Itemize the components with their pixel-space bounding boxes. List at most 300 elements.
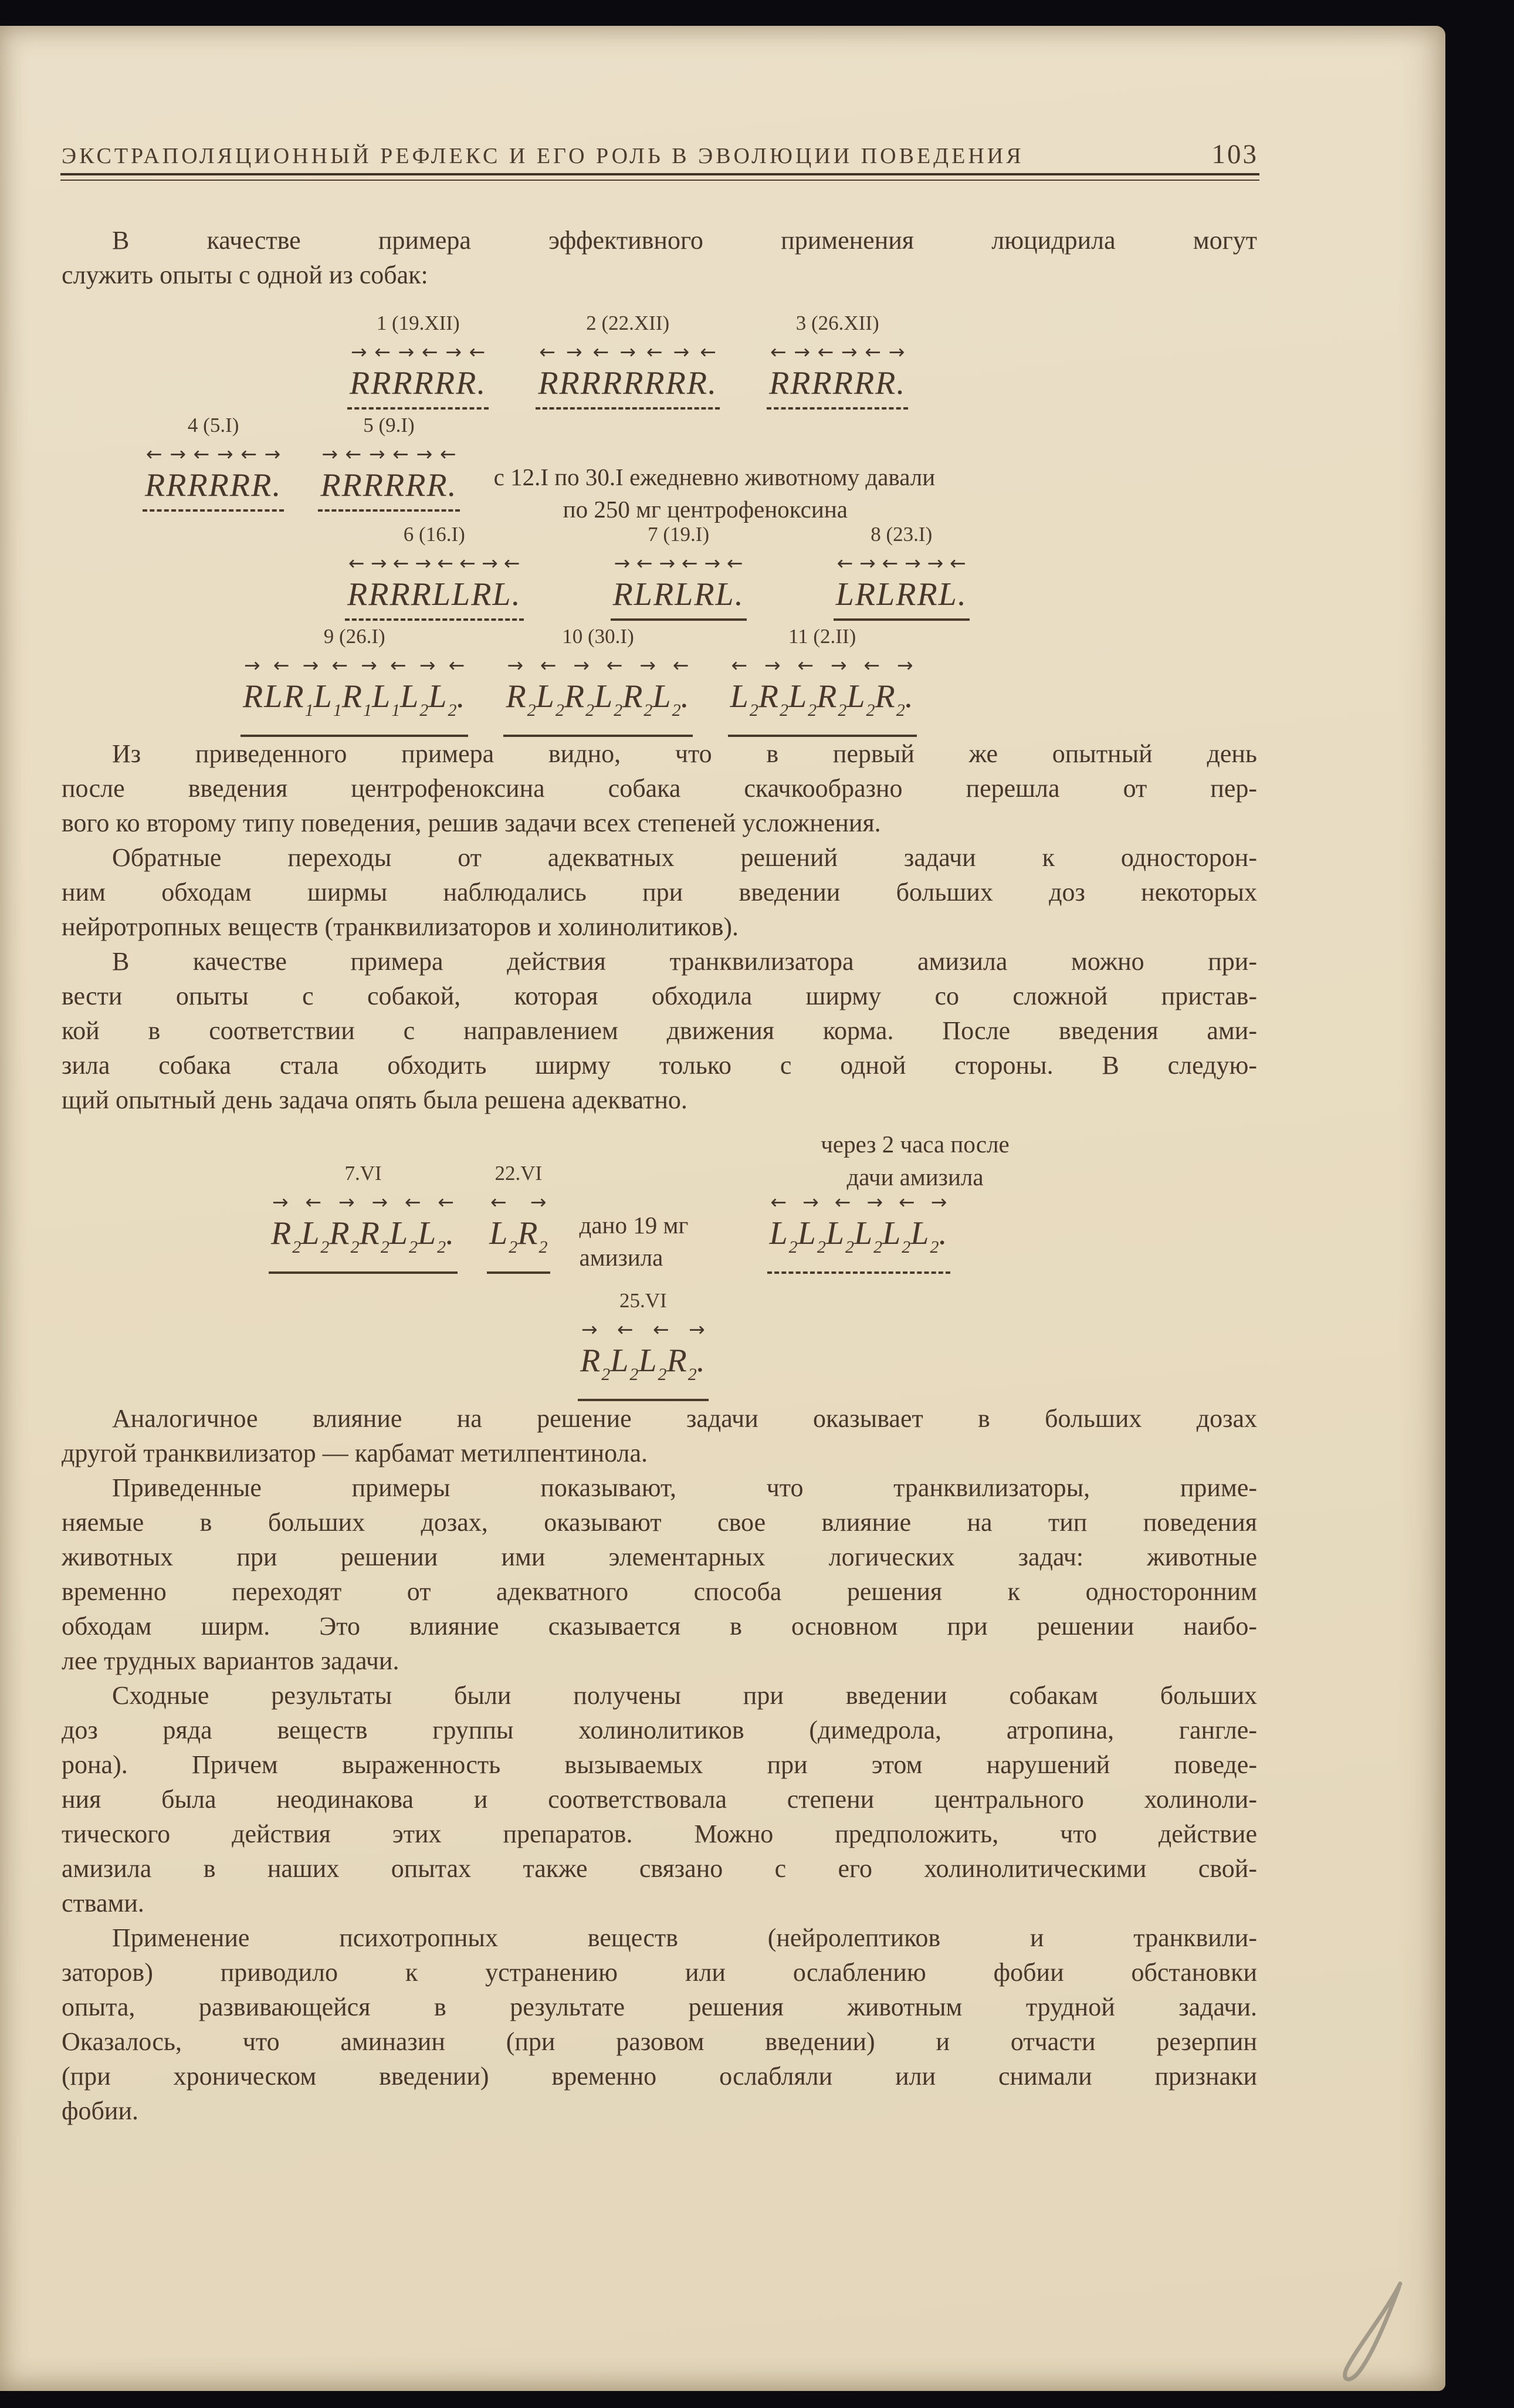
direction-arrow-icon: → (416, 442, 433, 465)
direction-arrow-icon: → (659, 552, 676, 574)
sequence-letter: $L_2$ (489, 1215, 518, 1257)
trial-row-3 (345, 521, 970, 621)
direction-arrow-icon: → (507, 654, 524, 677)
paragraph (62, 223, 1257, 292)
sequence-letter: R (694, 576, 716, 613)
trial-sequence (347, 310, 489, 410)
trial-sequence (834, 521, 970, 621)
trial-sequence (241, 623, 468, 737)
direction-arrow-icon: → (573, 654, 590, 677)
direction-arrow-icon: ← (348, 552, 365, 574)
direction-arrows-row (269, 1191, 458, 1214)
direction-arrow-icon: → (639, 654, 656, 677)
note-line: дано 19 мг (579, 1212, 689, 1239)
sequence-subscript: 2 (788, 1237, 798, 1257)
sequence-letter: R (875, 365, 897, 401)
sequence-letter: $L_2$ (428, 678, 457, 720)
sequence-letter: $L_2$ (389, 1215, 418, 1257)
paragraph (62, 840, 1257, 944)
note-line: по 250 мг центрофеноксина (563, 496, 848, 523)
direction-arrow-icon: → (264, 442, 281, 465)
sequence-period: . (680, 678, 690, 715)
paragraph (62, 1470, 1257, 1678)
page-number: 103 (1211, 139, 1258, 170)
text-line: кой в соответствии с направлением движения корма. После введения ами- (62, 1016, 1257, 1045)
sequence-period: . (708, 365, 718, 401)
sequence-letter: $L_2$ (846, 678, 875, 720)
text-line: вести опыты с собакой, которая обходила ширму со сложной пристав- (62, 982, 1257, 1010)
sequence-subscript: 2 (838, 701, 847, 720)
sequence-period: . (456, 678, 466, 715)
sequence-letters (241, 677, 468, 737)
sequence-subscript: 2 (817, 1237, 826, 1257)
trial-date-label (767, 1160, 951, 1191)
dose-note (580, 1209, 738, 1274)
direction-arrows-row (536, 340, 720, 364)
trial-sequence (536, 310, 720, 410)
sequence-subscript: 2 (658, 1365, 667, 1384)
text-line: рона). Причем выраженность вызываемых при этом нарушений поведе- (62, 1750, 1257, 1779)
amizil-trials-row (269, 1160, 950, 1274)
sequence-letters (536, 364, 720, 410)
direction-arrow-icon: ← (331, 654, 348, 677)
trial-sequence (487, 1160, 550, 1274)
direction-arrow-icon: ← (672, 654, 689, 677)
direction-arrow-icon: → (368, 442, 385, 465)
direction-arrow-icon: ← (448, 654, 465, 677)
sequence-letter: R (392, 365, 414, 401)
sequence-letter: R (405, 467, 427, 503)
direction-arrow-icon: ← (653, 1318, 669, 1341)
intro-paragraph (62, 223, 1257, 292)
direction-arrows-row (503, 654, 692, 677)
sequence-letter: $L_2$ (417, 1215, 446, 1257)
sequence-letter: L (938, 576, 958, 613)
sequence-subscript: 2 (902, 1237, 911, 1257)
text-line: Оказалось, что аминазин (при разовом введении) и отчасти резерпин (62, 2027, 1257, 2056)
direction-arrow-icon: ← (646, 340, 663, 363)
sequence-letter: R (229, 467, 252, 503)
direction-arrow-icon: → (905, 552, 921, 574)
direction-arrow-icon: → (415, 552, 432, 574)
sequence-letter: R (145, 467, 167, 503)
direction-arrow-icon: ← (770, 340, 787, 363)
direction-arrow-icon: ← (459, 552, 476, 574)
trial-date-label: 2 (22.XII) (586, 312, 670, 334)
direction-arrows-row (767, 1191, 951, 1214)
direction-arrow-icon: ← (682, 552, 698, 574)
text-line: В качестве примера действия транквилизатора амизила можно при- (112, 947, 1257, 976)
direction-arrow-icon: ← (404, 1191, 421, 1213)
trial-sequence (767, 1160, 951, 1274)
sequence-period: . (734, 576, 744, 613)
text-line: после введения центрофеноксина собака скачкообразно перешла от пер- (62, 774, 1257, 803)
sequence-letters (269, 1214, 458, 1274)
sequence-subscript: 2 (555, 701, 564, 720)
note-line: амизила (579, 1244, 663, 1271)
sequence-letter: $L_2$ (769, 1215, 798, 1257)
trial-sequence (345, 521, 524, 621)
sequence-letter: L (715, 576, 735, 613)
direction-arrow-icon: → (859, 552, 876, 574)
direction-arrow-icon: ← (617, 1318, 634, 1341)
direction-arrow-icon: ← (392, 552, 409, 574)
sequence-letters (834, 575, 970, 621)
sequence-subscript: 1 (391, 701, 401, 720)
direction-arrow-icon: → (482, 552, 498, 574)
sequence-letter: $L_2$ (910, 1215, 939, 1257)
sequence-letter: R (580, 365, 602, 401)
direction-arrow-icon: ← (374, 340, 391, 363)
sequence-letter: $L_1$ (371, 678, 401, 720)
paragraph (62, 1678, 1257, 1920)
direction-arrow-icon: ← (437, 552, 454, 574)
text-line: ствами. (62, 1889, 144, 1917)
sequence-letter: R (471, 576, 493, 613)
direction-arrow-icon: → (398, 340, 415, 363)
text-line: Сходные результаты были получены при введении собакам больших (112, 1681, 1257, 1710)
sequence-letter: R (538, 365, 560, 401)
sequence-letter: $L_2$ (536, 678, 564, 720)
text-line: временно переходят от адекватного способа решения к односторонним (62, 1577, 1257, 1606)
sequence-subscript: 2 (601, 1365, 611, 1384)
text-line: Аналогичное влияние на решение задачи оказывает в больших дозах (112, 1404, 1257, 1433)
book-page (0, 26, 1445, 2391)
trial-sequence (269, 1160, 458, 1274)
direction-arrows-row (241, 654, 468, 677)
sequence-subscript: 1 (304, 701, 314, 720)
sequence-letter: R (371, 365, 392, 401)
direction-arrow-icon: ← (390, 654, 407, 677)
sequence-letter: $L_2$ (882, 1215, 911, 1257)
text-line: амизила в наших опытах также связано с его холинолитическими свой- (62, 1854, 1257, 1883)
direction-arrow-icon: ← (865, 340, 882, 363)
sequence-letter: $R_2$ (666, 1342, 697, 1384)
text-line: В качестве примера эффективного применения люцидрила могут (112, 226, 1257, 255)
sequence-letter: $R_2$ (622, 678, 653, 720)
direction-arrow-icon: ← (636, 552, 653, 574)
text-line: фобии. (62, 2096, 138, 2125)
sequence-letter: $R_2$ (758, 678, 788, 720)
sequence-subscript: 2 (930, 1237, 939, 1257)
sequence-subscript: 2 (614, 701, 623, 720)
sequence-subscript: 2 (448, 701, 457, 720)
direction-arrow-icon: → (888, 340, 905, 363)
direction-arrow-icon: → (927, 552, 944, 574)
direction-arrow-icon: → (272, 1191, 289, 1213)
sequence-letters (728, 677, 917, 737)
paragraph (62, 944, 1257, 1117)
sequence-letters (767, 1214, 951, 1274)
sequence-letter: R (208, 467, 230, 503)
sequence-subscript: 2 (808, 701, 817, 720)
sequence-letters (503, 677, 692, 737)
direction-arrow-icon: ← (882, 552, 899, 574)
sequence-subscript: 2 (687, 1365, 697, 1384)
text-line: тического действия этих препаратов. Можно предположить, что действие (62, 1819, 1257, 1848)
sequence-letter: $L_2$ (853, 1215, 883, 1257)
paragraph (62, 736, 1257, 840)
direction-arrow-icon: → (831, 654, 847, 677)
trial-sequence (767, 310, 908, 410)
sequence-letter: $R_2$ (271, 1215, 302, 1257)
sequence-period: . (939, 1215, 949, 1252)
direction-arrow-icon: ← (193, 442, 210, 465)
trial-date-label: 6 (16.I) (403, 523, 465, 546)
sequence-letter: $R_1$ (283, 678, 314, 720)
trial-date-label: 5 (9.I) (363, 414, 415, 437)
sequence-subscript: 1 (333, 701, 342, 720)
direction-arrow-icon: → (302, 654, 319, 677)
sequence-letters (345, 575, 524, 621)
direction-arrow-icon: → (614, 552, 631, 574)
sequence-subscript: 2 (408, 1237, 418, 1257)
direction-arrow-icon: → (244, 654, 260, 677)
sequence-letter: R (811, 365, 833, 401)
sequence-letters (767, 364, 908, 410)
sequence-letter: R (790, 365, 812, 401)
trial-date-label: 9 (26.I) (323, 625, 385, 648)
sequence-letter: R (896, 576, 917, 613)
direction-arrow-icon: → (338, 1191, 355, 1213)
trial-date-label: 8 (23.I) (871, 523, 933, 546)
sequence-letter: L (835, 576, 855, 613)
text-line: другой транквилизатор — карбамат метилпентинола. (62, 1439, 648, 1467)
sequence-letters (318, 466, 459, 512)
direction-arrow-icon: → (445, 340, 462, 363)
direction-arrows-row (487, 1191, 550, 1214)
sequence-letter: L (675, 576, 695, 613)
direction-arrow-icon: ← (469, 340, 486, 363)
direction-arrow-icon: → (764, 654, 781, 677)
sequence-letter: L (876, 576, 896, 613)
sequence-letter: L (432, 576, 452, 613)
body-text-block-1 (62, 736, 1257, 1117)
trial-sequence (578, 1287, 709, 1401)
sequence-letter: $L_2$ (825, 1215, 854, 1257)
direction-arrow-icon: → (841, 340, 858, 363)
sequence-subscript: 2 (380, 1237, 389, 1257)
trial-date-label: 7.VI (344, 1162, 382, 1185)
sequence-letter: R (166, 467, 188, 503)
sequence-letter: $L_2$ (638, 1342, 667, 1384)
sequence-letter: R (601, 365, 624, 401)
trial-row-2 (143, 412, 935, 526)
text-line: ния была неодинакова и соответствовала степени центрального холиноли- (62, 1785, 1257, 1814)
pencil-mark (1323, 2279, 1417, 2387)
sequence-letter: $L_2$ (652, 678, 681, 720)
sequence-subscript: 1 (363, 701, 372, 720)
sequence-letter: $R_2$ (359, 1215, 389, 1257)
trial-sequence (503, 623, 692, 737)
trial-date-label: 25.VI (619, 1289, 667, 1312)
text-line: (при хроническом введении) временно ослабляли или снимали признаки (62, 2062, 1257, 2091)
sequence-letter: $R_2$ (329, 1215, 360, 1257)
trial-date-label: 11 (2.II) (788, 625, 856, 648)
sequence-letters (487, 1214, 550, 1274)
body-text-block-2 (62, 1401, 1257, 2128)
direction-arrow-icon: → (802, 1191, 819, 1213)
sequence-letter: $R_2$ (517, 1215, 548, 1257)
sequence-subscript: 2 (629, 1365, 639, 1384)
direction-arrow-icon: ← (421, 340, 438, 363)
direction-arrow-icon: ← (241, 442, 257, 465)
sequence-subscript: 2 (292, 1237, 302, 1257)
text-line: доз ряда веществ группы холинолитиков (димедрола, атропина, гангле- (62, 1716, 1257, 1744)
sequence-letter: $R_2$ (817, 678, 847, 720)
note-line: через 2 часа после (821, 1131, 1010, 1158)
direction-arrow-icon: → (170, 442, 186, 465)
trial-sequence (318, 412, 459, 512)
trial-row-4 (241, 623, 917, 737)
direction-arrow-icon: ← (438, 1191, 455, 1213)
sequence-letter: R (855, 576, 877, 613)
sequence-subscript: 2 (509, 1237, 518, 1257)
trial-date-label: 22.VI (494, 1162, 543, 1185)
text-line: ним обходам ширмы наблюдались при введении больших доз некоторых (62, 878, 1257, 907)
sequence-letter: R (612, 576, 634, 613)
sequence-letter: R (426, 467, 448, 503)
sequence-period: . (272, 467, 282, 503)
sequence-period: . (896, 365, 906, 401)
sequence-letter: $L_1$ (313, 678, 342, 720)
direction-arrows-row (834, 552, 970, 575)
sequence-letter: R (559, 365, 581, 401)
sequence-letter: L (634, 576, 653, 613)
amizil-trials-block (0, 1128, 1445, 1398)
sequence-letter: R (832, 365, 854, 401)
direction-arrow-icon: ← (797, 654, 814, 677)
trial-date-label: 10 (30.I) (562, 625, 634, 648)
sequence-period: . (905, 678, 915, 715)
direction-arrow-icon: → (619, 340, 636, 363)
sequence-letters (578, 1341, 709, 1401)
direction-arrow-icon: ← (863, 654, 880, 677)
direction-arrow-icon: → (321, 442, 338, 465)
sequence-letter: $L_2$ (797, 1215, 826, 1257)
trial-date-label: 4 (5.I) (187, 414, 239, 437)
sequence-letter: $L_2$ (788, 678, 817, 720)
sequence-letters (347, 364, 489, 410)
sequence-subscript: 2 (437, 1237, 446, 1257)
sequence-letter: R (411, 576, 432, 613)
sequence-letters (611, 575, 747, 621)
direction-arrow-icon: → (565, 340, 582, 363)
text-line: опыта, развивающейся в результате решения животным трудной задачи. (62, 1993, 1257, 2021)
sequence-letter: R (341, 467, 363, 503)
sequence-letter: R (665, 365, 687, 401)
text-line: Из приведенного примера видно, что в первый же опытный день (112, 739, 1257, 768)
sequence-letter: L (264, 678, 284, 715)
sequence-period: . (477, 365, 487, 401)
sequence-subscript: 2 (527, 701, 536, 720)
text-line: обходам ширм. Это влияние сказывается в основном при решении наибо- (62, 1612, 1257, 1641)
direction-arrow-icon: → (530, 1191, 547, 1213)
text-line: няемые в больших дозах, оказывают свое влияние на тип поведения (62, 1508, 1257, 1537)
direction-arrow-icon: ← (817, 340, 834, 363)
sequence-subscript: 2 (779, 701, 788, 720)
direction-arrow-icon: ← (606, 654, 623, 677)
trial-row-1 (347, 310, 908, 410)
direction-arrow-icon: → (370, 552, 387, 574)
direction-arrow-icon: ← (700, 340, 716, 363)
trial-date-label: 3 (26.XII) (795, 312, 879, 334)
sequence-letter: $R_1$ (341, 678, 372, 720)
paragraph (62, 1920, 1257, 2128)
sequence-letter: R (368, 576, 390, 613)
sequence-subscript: 2 (873, 1237, 883, 1257)
sequence-letter: R (686, 365, 709, 401)
sequence-letter: R (434, 365, 456, 401)
sequence-subscript: 2 (585, 701, 595, 720)
sequence-letter: R (320, 467, 342, 503)
direction-arrows-row (143, 442, 284, 466)
amizil-followup-trial (578, 1287, 709, 1401)
sequence-letter: L (492, 576, 512, 613)
direction-arrow-icon: ← (770, 1191, 787, 1213)
sequence-subscript: 2 (896, 701, 905, 720)
direction-arrow-icon: → (866, 1191, 883, 1213)
text-line: Обратные переходы от адекватных решений задачи к односторон- (112, 843, 1257, 872)
sequence-letter: $L_2$ (610, 1342, 639, 1384)
direction-arrow-icon: ← (540, 654, 557, 677)
sequence-letter: R (456, 365, 477, 401)
treatment-note (494, 461, 936, 526)
note-line: дачи амизила (846, 1164, 984, 1191)
sequence-period: . (448, 467, 458, 503)
direction-arrow-icon: ← (503, 552, 520, 574)
text-line: служить опыты с одной из собак: (62, 261, 428, 289)
sequence-subscript: 2 (320, 1237, 330, 1257)
sequence-letter: $R_2$ (506, 678, 536, 720)
header-rule (60, 173, 1259, 181)
trial-sequence (611, 521, 747, 621)
direction-arrow-icon: ← (392, 442, 409, 465)
paragraph (62, 1401, 1257, 1470)
direction-arrows-row (767, 340, 908, 364)
text-line: Применение психотропных веществ (нейролептиков и транквили- (112, 1923, 1257, 1952)
direction-arrow-icon: ← (592, 340, 609, 363)
sequence-subscript: 2 (350, 1237, 360, 1257)
direction-arrow-icon: → (673, 340, 690, 363)
direction-arrow-icon: ← (439, 442, 456, 465)
direction-arrows-row (318, 442, 459, 466)
text-line: заторов) приводило к устранению или ослаблению фобии обстановки (62, 1958, 1257, 1987)
direction-arrows-row (347, 340, 489, 364)
direction-arrow-icon: ← (305, 1191, 322, 1213)
sequence-period: . (957, 576, 967, 613)
direction-arrow-icon: → (689, 1318, 705, 1341)
sequence-subscript: 2 (419, 701, 429, 720)
sequence-subscript: 2 (749, 701, 758, 720)
sequence-letter: R (363, 467, 384, 503)
sequence-letter: R (853, 365, 876, 401)
sequence-letter: $L_2$ (730, 678, 758, 720)
direction-arrow-icon: → (371, 1191, 388, 1213)
sequence-letter: R (389, 576, 411, 613)
text-line: нейротропных веществ (транквилизаторов и холинолитиков). (62, 912, 739, 941)
sequence-letter: R (644, 365, 666, 401)
text-line: вого ко второму типу поведения, решив задачи всех степеней усложнения. (62, 809, 881, 837)
direction-arrow-icon: ← (146, 442, 162, 465)
trial-date-label: 1 (19.XII) (376, 312, 460, 334)
sequence-period: . (446, 1215, 456, 1252)
sequence-letter: L (452, 576, 472, 613)
note-line: с 12.I по 30.I ежедневно животному давали (493, 464, 936, 491)
running-title: ЭКСТРАПОЛЯЦИОННЫЙ РЕФЛЕКС И ЕГО РОЛЬ В ЭВОЛЮЦИИ ПОВЕДЕНИЯ (62, 144, 1024, 168)
sequence-letter: R (769, 365, 791, 401)
sequence-period: . (512, 576, 521, 613)
